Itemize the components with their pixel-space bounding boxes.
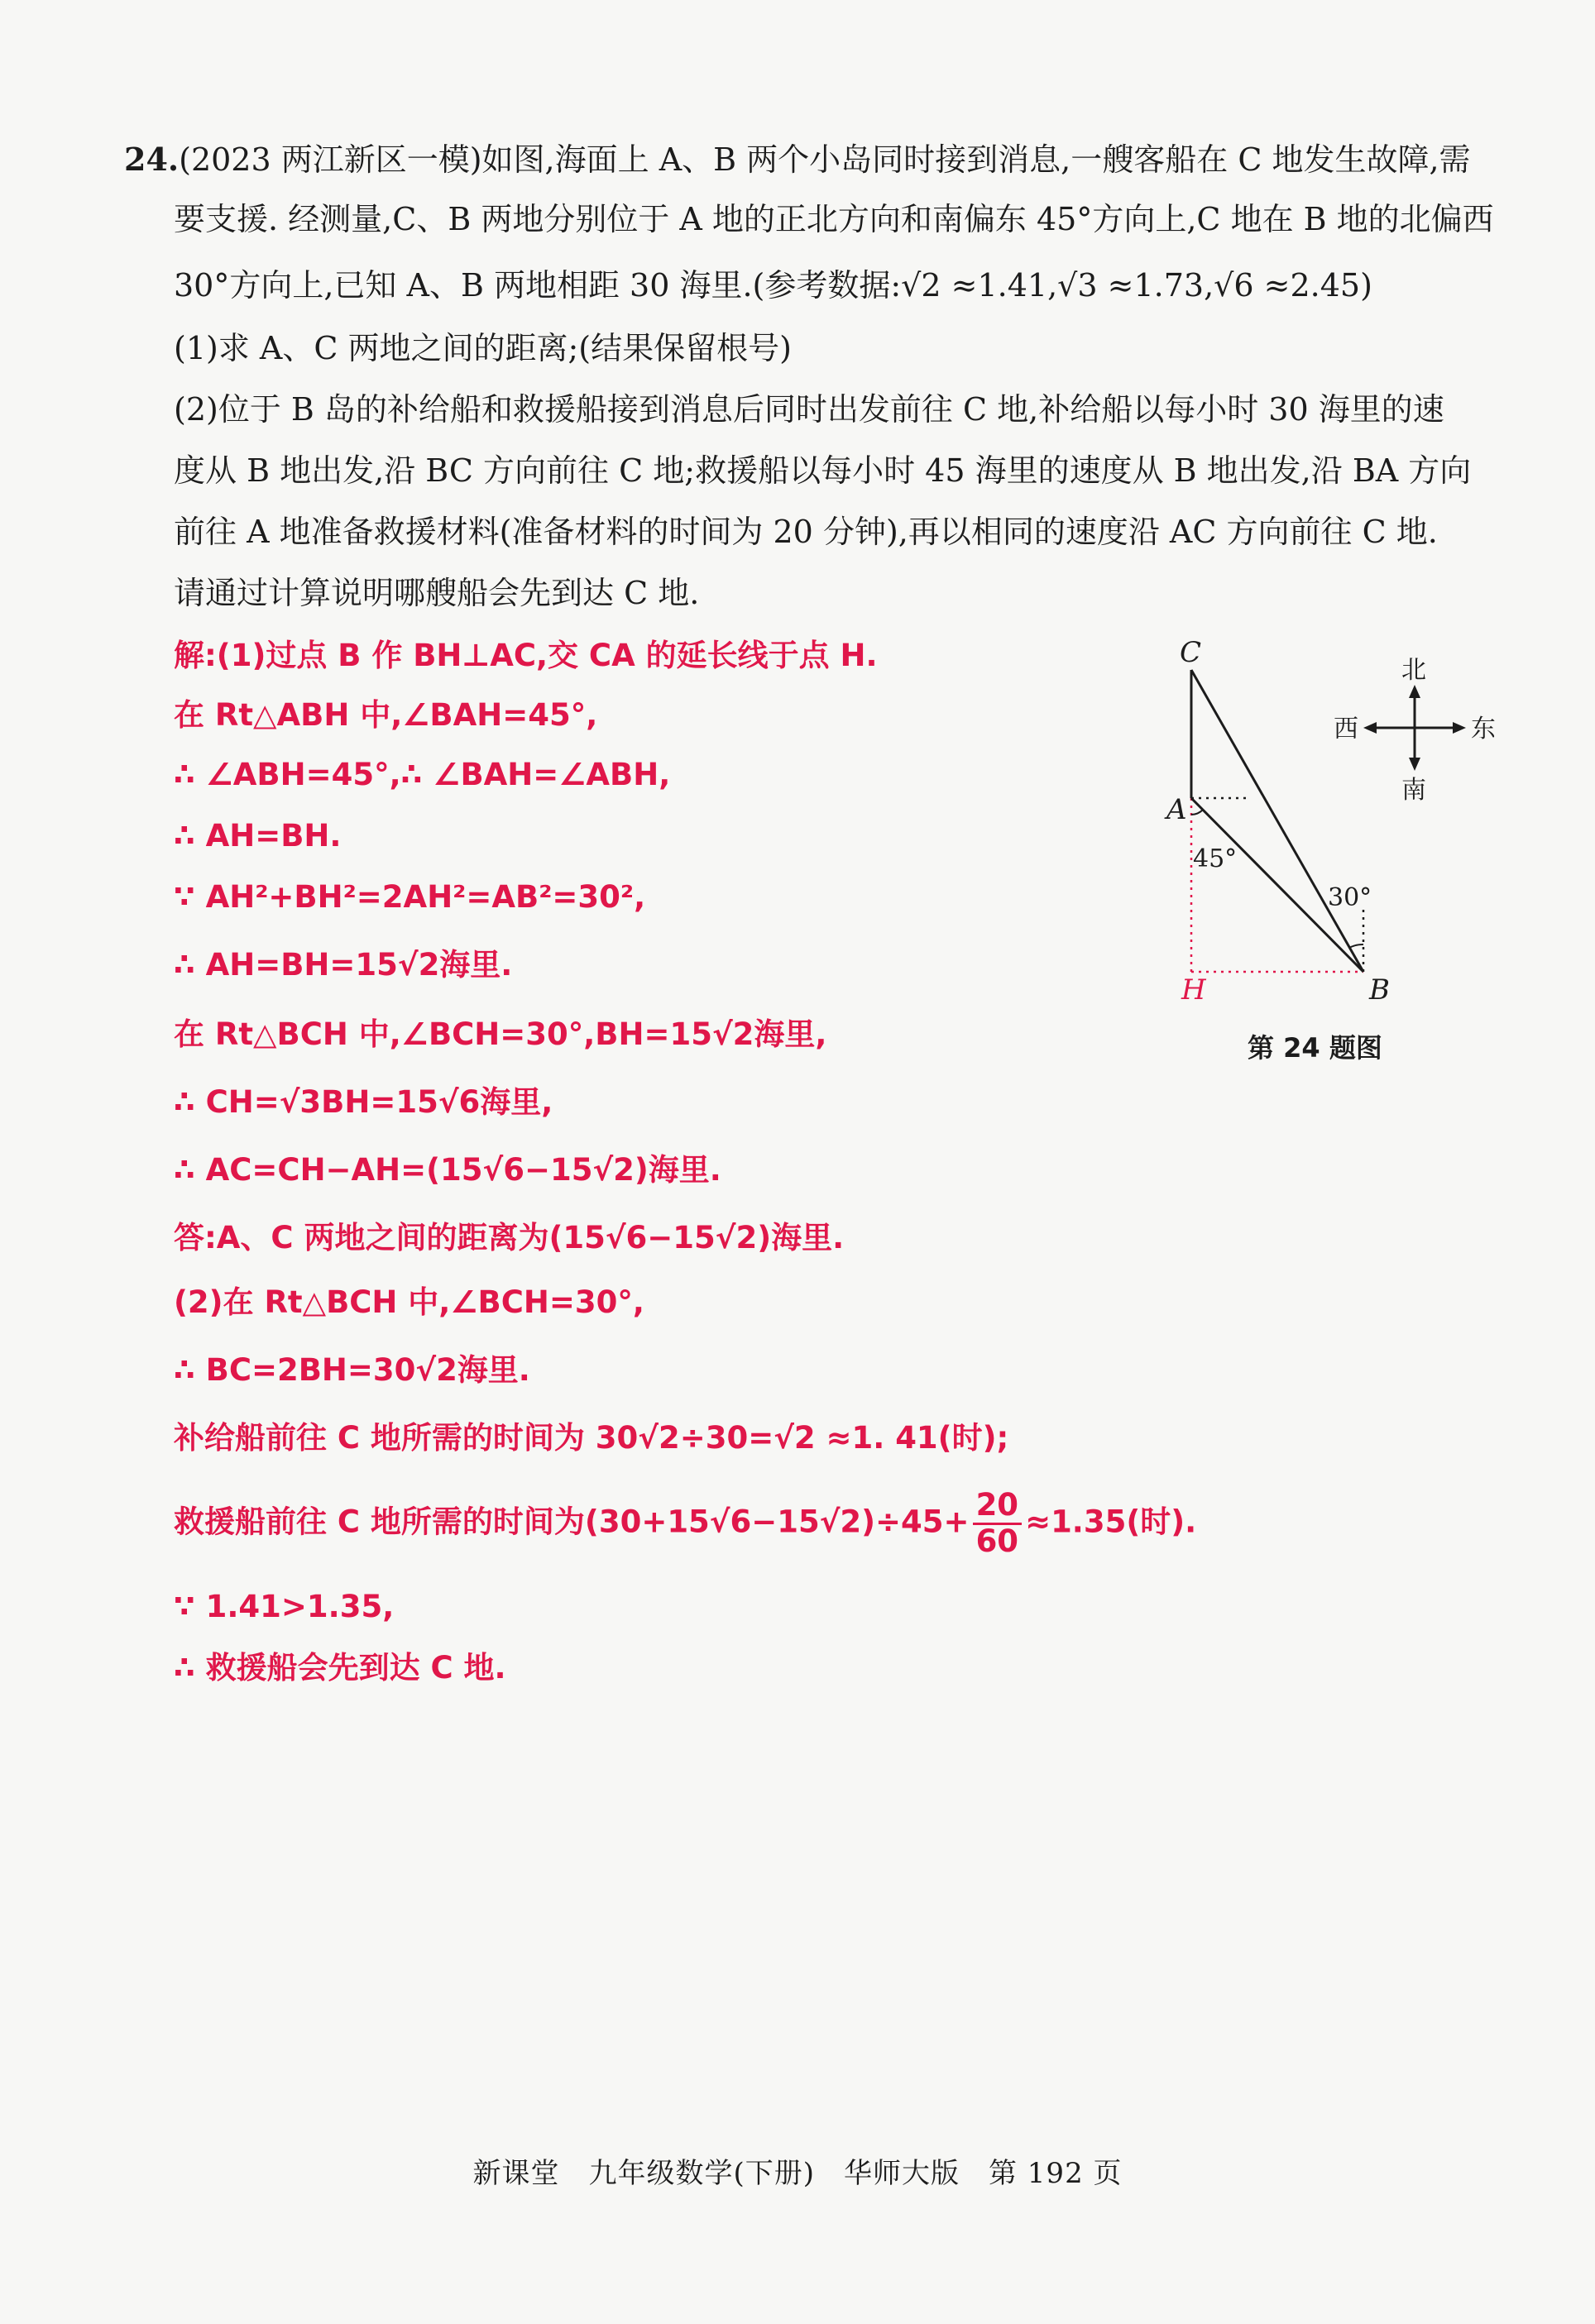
fraction-numerator: 20 — [973, 1489, 1023, 1525]
problem-line-5: (2)位于 B 岛的补给船和救援船接到消息后同时出发前往 C 地,补给船以每小时 30 海里的速 — [174, 391, 1444, 428]
solution-line-12: ∴ BC=2BH=30√2海里. — [174, 1352, 530, 1388]
problem-text-1: (2023 两江新区一模)如图,海面上 A、B 两个小岛同时接到消息,一艘客船在 C 地发生故障,需 — [179, 141, 1471, 178]
solution-line-13: 补给船前往 C 地所需的时间为 30√2÷30=√2 ≈1. 41(时); — [174, 1420, 1009, 1456]
angle-30-label: 30° — [1328, 883, 1372, 912]
solution-line-7: 在 Rt△BCH 中,∠BCH=30°,BH=15√2海里, — [174, 1016, 827, 1052]
angle-arc-30 — [1349, 944, 1363, 948]
solution-final-1: ∵ 1.41>1.35, — [174, 1589, 395, 1624]
solution-line-10: 答:A、C 两地之间的距离为(15√6−15√2)海里. — [174, 1220, 845, 1255]
solution-line-1: 解:(1)过点 B 作 BH⊥AC,交 CA 的延长线于点 H. — [174, 638, 878, 673]
angle-45-label: 45° — [1193, 844, 1238, 873]
problem-line-2: 要支援. 经测量,C、B 两地分别位于 A 地的正北方向和南偏东 45°方向上,C 地在 B 地的北偏西 — [174, 201, 1494, 237]
compass-icon — [1363, 685, 1466, 771]
solution-line-11: (2)在 Rt△BCH 中,∠BCH=30°, — [174, 1284, 644, 1320]
compass-north: 北 — [1401, 656, 1426, 685]
solution-line-9: ∴ AC=CH−AH=(15√6−15√2)海里. — [174, 1152, 721, 1188]
problem-number: 24. — [124, 141, 180, 178]
rescue-prefix: 救援船前往 C 地所需的时间为(30+15√6−15√2)÷45+ — [174, 1504, 970, 1540]
compass-south: 南 — [1401, 776, 1426, 805]
label-a: A — [1166, 793, 1187, 826]
rescue-fraction — [973, 1489, 1023, 1558]
solution-line-5: ∵ AH²+BH²=2AH²=AB²=30², — [174, 879, 646, 915]
solution-line-6: ∴ AH=BH=15√2海里. — [174, 947, 513, 983]
label-c: C — [1180, 636, 1202, 669]
rescue-suffix: ≈1.35(时). — [1025, 1504, 1197, 1540]
problem-line-8: 请通过计算说明哪艘船会先到达 C 地. — [174, 575, 700, 611]
problem-line-1 — [124, 139, 1471, 180]
problem-line-3: 30°方向上,已知 A、B 两地相距 30 海里.(参考数据:√2 ≈1.41,√3 ≈1.73,√6 ≈2.45) — [174, 267, 1372, 304]
label-h: H — [1181, 973, 1206, 1007]
solution-line-2: 在 Rt△ABH 中,∠BAH=45°, — [174, 697, 598, 733]
fraction-denominator: 60 — [975, 1523, 1019, 1559]
solution-final-2: ∴ 救援船会先到达 C 地. — [174, 1650, 506, 1686]
angle-arc-45 — [1191, 810, 1203, 815]
problem-line-7: 前往 A 地准备救援材料(准备材料的时间为 20 分钟),再以相同的速度沿 AC 方向前往 C 地. — [174, 514, 1438, 550]
figure-caption: 第 24 题图 — [1248, 1032, 1382, 1064]
solution-line-8: ∴ CH=√3BH=15√6海里, — [174, 1084, 553, 1120]
solution-line-3: ∴ ∠ABH=45°,∴ ∠BAH=∠ABH, — [174, 757, 671, 792]
compass-west: 西 — [1334, 715, 1358, 744]
solution-rescue-line — [174, 1489, 1196, 1558]
figure-diagram — [1125, 629, 1555, 1059]
problem-line-6: 度从 B 地出发,沿 BC 方向前往 C 地;救援船以每小时 45 海里的速度从 B 地出发,沿 BA 方向 — [174, 452, 1472, 489]
problem-line-4: (1)求 A、C 两地之间的距离;(结果保留根号) — [174, 330, 792, 366]
compass-east: 东 — [1471, 715, 1496, 744]
page-footer: 新课堂 九年级数学(下册) 华师大版 第 192 页 — [472, 2157, 1123, 2190]
solution-line-4: ∴ AH=BH. — [174, 818, 342, 854]
label-b: B — [1369, 973, 1390, 1007]
